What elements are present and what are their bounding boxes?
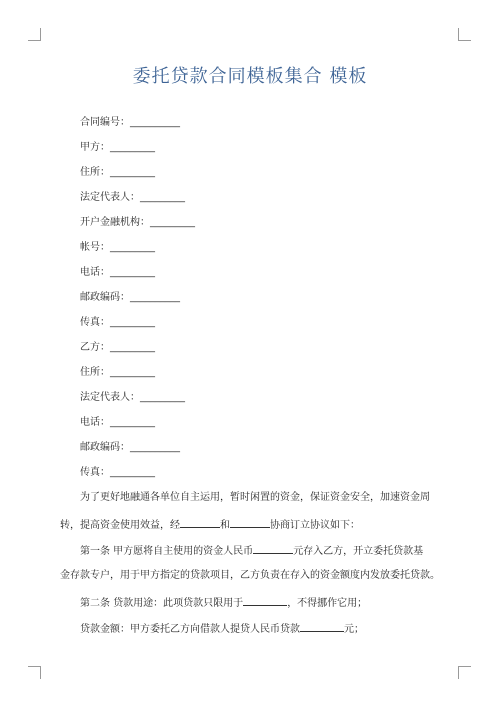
blank-underline (230, 517, 270, 528)
document-title: 委托贷款合同模板集合 模板 (132, 66, 368, 87)
field-party-b-address: 住所：_________ (80, 367, 155, 378)
field-party-b-postcode: 邮政编码：__________ (80, 442, 180, 453)
field-party-a-postcode: 邮政编码：__________ (80, 292, 180, 303)
article-2: 第二条 贷款用途：此项贷款只限用于 ，不得挪作它用； (80, 595, 367, 611)
field-party-a-bank: 开户金融机构：_________ (80, 217, 195, 228)
page-corner-mark-top-left (28, 28, 41, 41)
article-1-line-2: 金存款专户，用于甲方指定的贷款项目，乙方负责在存入的资金额度内发放委托贷款。 (60, 570, 440, 581)
field-party-a-account: 帐号：_________ (80, 242, 155, 253)
field-contract-number: 合同编号：__________ (80, 117, 180, 128)
blank-underline (243, 595, 287, 606)
blank-underline (300, 621, 344, 632)
article-1-line-1: 第一条 甲方愿将自主使用的资金人民币 元存入乙方，开立委托贷款基 (80, 543, 423, 559)
blank-underline (253, 543, 293, 554)
field-party-b-legal-rep: 法定代表人：_________ (80, 392, 185, 403)
page-corner-mark-bottom-right (458, 666, 471, 679)
intro-paragraph-line-1: 为了更好地融通各单位自主运用，暂时闲置的资金，保证资金安全，加速资金周 (80, 492, 430, 503)
page-corner-mark-bottom-left (28, 666, 41, 679)
blank-underline (180, 517, 220, 528)
field-party-a-address: 住所：_________ (80, 167, 155, 178)
page-corner-mark-top-right (458, 28, 471, 41)
field-party-a-legal-rep: 法定代表人：_________ (80, 192, 185, 203)
field-party-a-phone: 电话：_________ (80, 267, 155, 278)
field-party-a: 甲方：_________ (80, 142, 155, 153)
field-party-a-fax: 传真：_________ (80, 317, 155, 328)
loan-amount-line: 贷款金额：甲方委托乙方向借款人提贷人民币贷款 元； (80, 621, 364, 637)
field-party-b-fax: 传真：_________ (80, 467, 155, 478)
field-party-b: 乙方：_________ (80, 342, 155, 353)
intro-paragraph-line-2: 转，提高资金使用效益，经 和 协商订立协议如下： (60, 517, 360, 533)
field-party-b-phone: 电话：_________ (80, 417, 155, 428)
